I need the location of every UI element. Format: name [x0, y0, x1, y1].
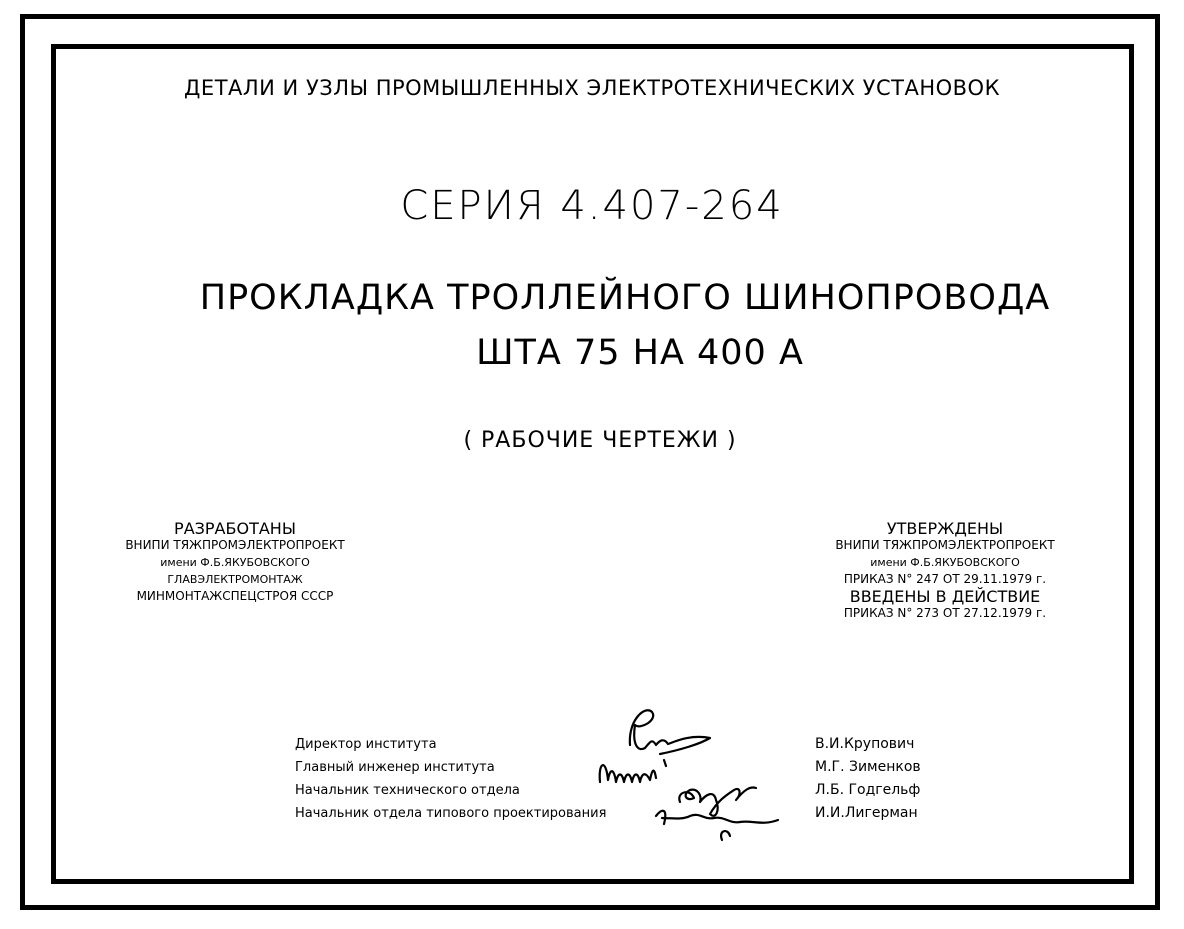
- approved-org-name: имени Ф.Б.ЯКУБОВСКОГО: [870, 556, 1020, 569]
- developed-line: ГЛАВЭЛЕКТРОМОНТАЖ: [167, 573, 303, 586]
- approval-order: ПРИКАЗ N° 247 ОТ 29.11.1979 г.: [843, 572, 1047, 586]
- approved-by-block: [800, 520, 1090, 622]
- position-typical-design-head: Начальник отдела типового проектирования: [295, 806, 607, 821]
- enacted-heading: ВВЕДЕНЫ В ДЕЙСТВИЕ: [849, 587, 1041, 606]
- position-chief-engineer: Главный инженер института: [295, 760, 495, 775]
- approved-org: ВНИПИ ТЯЖПРОМЭЛЕКТРОПРОЕКТ: [835, 538, 1055, 552]
- developed-heading: РАЗРАБОТАНЫ: [174, 519, 296, 538]
- document-title-line-2: ШТА 75 НА 400 А: [476, 333, 804, 373]
- approved-heading: УТВЕРЖДЕНЫ: [886, 519, 1004, 538]
- developed-line: ВНИПИ ТЯЖПРОМЭЛЕКТРОПРОЕКТ: [125, 538, 345, 552]
- document-subtitle: ( РАБОЧИЕ ЧЕРТЕЖИ ): [463, 428, 737, 453]
- position-director: Директор института: [295, 737, 437, 752]
- enactment-order: ПРИКАЗ N° 273 ОТ 27.12.1979 г.: [843, 606, 1047, 620]
- signatory-positions: [295, 733, 606, 825]
- name-chief-engineer: М.Г. Зименков: [815, 759, 921, 775]
- position-technical-head: Начальник технического отдела: [295, 783, 520, 798]
- document-title-line-1: ПРОКЛАДКА ТРОЛЛЕЙНОГО ШИНОПРОВОДА: [199, 278, 1051, 318]
- signatory-names: [815, 733, 921, 825]
- series-number: СЕРИЯ 4.407-264: [400, 183, 784, 229]
- developed-by-block: [100, 520, 370, 605]
- name-typical-design-head: И.И.Лигерман: [815, 805, 918, 821]
- name-director: В.И.Крупович: [815, 736, 915, 752]
- developed-line: МИНМОНТАЖСПЕЦСТРОЯ СССР: [136, 589, 334, 603]
- developed-line: имени Ф.Б.ЯКУБОВСКОГО: [160, 556, 310, 569]
- handwritten-signatures: [590, 690, 810, 860]
- name-technical-head: Л.Б. Годгельф: [815, 782, 921, 798]
- series-collection-header: ДЕТАЛИ И УЗЛЫ ПРОМЫШЛЕННЫХ ЭЛЕКТРОТЕХНИЧЕСКИХ УСТАНОВОК: [184, 76, 1000, 100]
